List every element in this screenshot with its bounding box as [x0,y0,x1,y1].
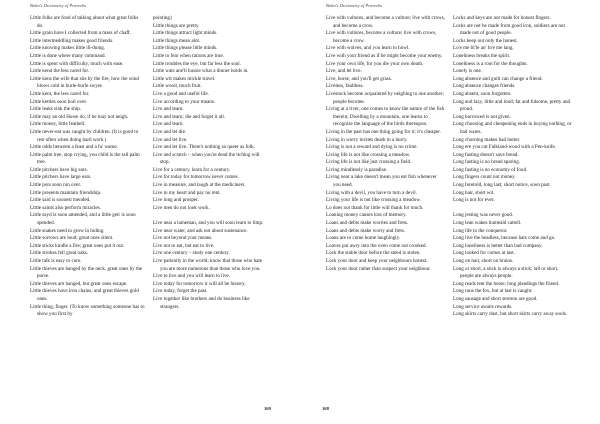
proverb-entry: Little odds between a feast and a fu' wame. [30,144,118,151]
proverb-entry: Locks keep out only the honest. [453,37,518,44]
right-page [300,0,600,424]
proverb-entry: Live not to eat, but eat to live. [153,242,215,249]
proverb-entry: Loans and debts make worries and frets. [326,220,409,227]
proverb-entry: Living with a devil, you have to turn a devil. [326,189,417,196]
proverb-entry: Little thing, finger. (To know something someone has to show you first by [30,303,145,318]
proverb-entry: Long or short, a stick is always a stick; tall or short, people are always people. [453,265,559,280]
proverb-entry: Living life is not like just crossing a field. [326,159,412,166]
left-page-column-1 [30,15,153,319]
proverb-entry: Living in the past has one thing going for it; it's cheaper. [326,128,441,135]
proverb-entry: Livestock become acquainted by neighing to one another; people become. [326,90,444,105]
proverb-entry: Live according to your means. [153,98,216,105]
proverb-entry: Loneliness breaks the spirit. [453,52,511,59]
proverb-entry: Little pots soon run over. [30,182,82,189]
proverb-entry: Live in my heart and pay no rent. [153,189,221,196]
proverb-entry: Live today for tomorrow it will all be history. [153,280,246,287]
left-page-column-2 [153,15,276,319]
page-number: 169 [264,406,271,411]
proverb-entry: Long runs the fox, but at last is caught. [453,288,533,295]
proverb-entry: Live with vultures, and become a vulture; live with crows, and become a crow. [326,15,445,29]
proverb-entry: Live men do not look work. [153,204,210,211]
proverb-entry: Little talk is easy to cure. [30,258,82,264]
proverb-entry: Little intermeddling makes good friends. [30,37,114,44]
proverb-entry: Little sticks kindle a fire; great ones put it out. [30,242,125,249]
proverb-entry: Little wats ane'll hussie what a dinner holds in. [153,68,249,75]
proverb-entry: Living at a river, one comes to know the nature of the fish therein; Dwelling by a mountain, one learns to recognize the language of the birds thereupon. [326,106,445,128]
proverb-entry: Little kens the wife that sits by the fire, how the wind blows cold in hurle-burle swyre. [30,75,139,90]
proverb-entry: Long borrowed is not given. [453,113,511,120]
proverb-entry: Long absence and guilt can change a friend. [453,75,543,82]
proverb-entry: Live together like brothers and do business like strangers. [153,295,250,310]
proverb-entry: Little presents maintain friendship. [30,189,102,196]
proverb-entry: Little may an old Horse do, if he may not neigh. [30,113,129,120]
proverb-entry: Little sorrows are loud; great ones silent. [30,235,114,242]
proverb-entry: Live, horse, and you'll get grass. [326,75,392,82]
proverb-entry: Lonely is one. [453,68,483,75]
proverb-entry: Long fingers count not money. [453,174,516,181]
proverb-entry: Live and learn. [153,106,184,113]
proverb-entry: Little is done where many command. [30,52,106,59]
proverb-entry: Little thieves have iron chains, and great thieves gold ones. [30,288,139,302]
proverb-entry: Loneliness is a root for the thoughts. [453,60,528,67]
proverb-entry: Little sayd is soon amended, and a little geir is soon spended. [30,212,136,227]
proverb-entry: Live and let die. [153,128,187,135]
proverb-entry: Live for today for tomorrow never comes. [153,174,239,181]
two-column-text [30,15,276,319]
proverb-entry: Living mindlessly is paradise. [326,166,388,173]
two-column-text [326,15,580,319]
proverb-entry: Live with wolves, and you learn to howl. [326,45,410,52]
right-page-column-2 [453,15,580,319]
proverb-entry: Live your own life, for you die your own death. [326,60,424,67]
proverb-entry: Little grain have I collected from a mass of chaff. [30,30,131,37]
proverb-entry: Long absence changes friends. [453,83,516,90]
proverb-entry: Long foretold, long last; short notice, soon past. [453,182,551,189]
proverb-entry: Live for a century, learn for a century. [153,166,231,173]
proverb-entry: Little thieves are hanged by the neck, great ones by the purse. [30,265,143,280]
proverb-entry: Little strokes fell great oaks. [30,250,89,257]
proverb-entry: Long skirts carry dust, but short skirts carry away souls. [453,311,568,318]
proverb-entry: Long churning makes bad butter. [453,136,521,143]
proverb-entry: Little thieves are hanged, but great ones escape. [30,280,128,287]
proverb-entry: Live near water, and ask not about sustenance. [153,227,248,234]
proverb-entry: Lock your door rather than suspect your neighbour. [326,265,431,272]
proverb-entry: Live in measure, and laugh at the mediciners. [153,182,246,189]
proverb-entry: Long on hair, short on brains. [453,258,514,264]
proverb-entry: Long sausage and short sermon are good. [453,295,538,302]
proverb-entry: Long life to the conqueror. [453,227,508,234]
proverb-entry: Little things mean alot. [153,37,201,44]
proverb-entry: Little things are pretty. [153,22,200,29]
proverb-entry: Little is spent with difficulty, much with ease. [30,60,124,67]
proverb-entry: Long is not for ever. [453,197,495,204]
proverb-entry: Long service awaits rewards. [453,303,513,310]
proverb-entry: Loans are to come home laughingly. [326,235,401,242]
proverb-entry: Loans and debts make worry and frets. [326,227,406,234]
proverb-entry: Little troubles the eye, but far less the soul. [153,60,241,67]
proverb-entry: Live patiently in the world; know that those who hate you are more numerous than those who love you. [153,258,263,272]
proverb-entry: Long reads tent the horse; long pleadings the friend. [453,280,560,287]
proverb-entry: Live with your friend as if he might become your enemy. [326,52,443,59]
proverb-entry: Locks are not be made from good iron, soldiers are not made out of good people. [453,22,565,37]
running-head: Bohn's Dictionary of Proverbs [326,3,383,8]
proverb-entry: Live not beyond your means. [153,235,213,242]
proverb-entry: Little to fear when rations are true. [153,52,224,59]
proverb-entry: Long fasting is no bread sparing. [453,159,521,166]
proverb-entry: Live and learn. [153,121,184,128]
page-number: 168 [322,406,329,411]
proverb-entry: Little things attract light minds. [153,30,218,37]
proverb-entry: Long absent, soon forgotten. [453,90,512,97]
proverb-entry: Long lean wakes humeald cattell. [453,220,522,227]
proverb-entry: Living life is not like crossing a meadow. [326,151,411,158]
proverb-entry: Long hair, short wit. [453,189,495,196]
proverb-entry: Live one century – study one century. [153,250,230,257]
proverb-entry: Lock the stable door before the steed is stolen. [326,250,421,257]
proverb-entry: Live a good and useful life. [153,90,210,97]
proverb-entry: Little kend the less cared for. [30,68,90,75]
proverb-entry: Living is not a reward and dying is no crime. [326,144,418,151]
proverb-entry: Living near a lake doesn't mean you eat fish whenever you need. [326,174,437,189]
proverb-entry: Long ere you cut Falkland-wood with a Pen-knife. [453,144,556,151]
proverb-entry: Live and learn; die and forget it all. [153,113,226,120]
proverb-entry: Little wood, much fruit. [153,83,202,90]
proverb-entry: Live and let live. There's nothing so queer as folk. [153,144,255,151]
proverb-entry: Lock your door and keep your neighbours honest. [326,258,428,264]
proverb-entry: Long fasting is no economy of food. [453,166,528,173]
proverb-entry: Little kent, the less cared for. [30,90,90,97]
proverb-entry: Little leaks sink the ship. [30,106,82,113]
proverb-entry: Little things please little minds. [153,45,218,52]
proverb-entry: Long live the headless, because hats come and go. [453,235,556,242]
proverb-entry: Little said is soonest mended. [30,197,91,204]
proverb-entry: Locks and keys are not made for honest fingers. [453,15,551,21]
proverb-entry: Little knowing makes little ill-doing. [30,45,106,52]
proverb-entry: Little saints also perform miracles. [30,204,101,211]
running-head: Bohn's Dictionary of Proverbs [30,3,87,8]
proverb-entry: Liveless, faultless. [326,83,364,90]
proverb-entry: Little pitchers have big ears. [30,166,88,173]
proverb-entry: Little money, little feathell. [30,121,86,128]
proverb-entry: Lo does not thank for little will thank for much. [326,204,424,211]
proverb-entry: Little kettles soon boil over. [30,98,88,105]
proverb-entry: Long loneliness is better than bad company. [453,242,543,249]
proverb-entry: pointing) [153,15,172,21]
proverb-entry: Live long and prosper. [153,197,199,204]
proverb-entry: Long looked for comes at last. [453,250,515,257]
proverb-entry: Live and scratch – when you're dead the itching will stop. [153,151,260,166]
proverb-entry: Little palm tree, stop crying, you child is the tall palm tree. [30,151,140,166]
proverb-entry: Living in worry invites death in a hurry. [326,136,408,143]
proverb-entry: Little pitchers have large ears. [30,174,92,181]
proverb-entry: Little snakes need to grow in hiding. [30,227,105,234]
proverb-entry: Live near a lameman, and you will soon learn to limp. [153,220,264,227]
proverb-entry: Long choosing and cheapening ends in buying nothing, or bad wares. [453,121,572,135]
proverb-entry: Little wit makes mickle travel. [153,75,216,82]
proverb-entry: Long and lazy, little and loud; fat and fulsome, pretty and proud. [453,98,571,113]
proverb-entry: Loaves put awry into the oven come out crooked. [326,242,427,249]
proverb-entry: Live, and let live. [326,68,362,75]
proverb-entry: Living your life is not like crossing a meadow. [326,197,421,204]
proverb-entry: Long jesting was never good. [453,212,514,219]
proverb-entry: Live today, forget the past. [153,288,208,295]
proverb-entry: Little never-eat was caught by children. (It is good to rest often when doing hard work.) [30,128,139,143]
proverb-entry: Little folks are fond of talking about what great folks do. [30,15,139,29]
right-page-column-1 [326,15,453,319]
proverb-entry: Live to live and you will learn to live. [153,273,231,280]
proverb-entry: Live with vultures, become a vulture; live with crows, become a crow. [326,30,437,44]
proverb-entry: Lo'e me lit'le an' lo'e me lang. [453,45,514,52]
proverb-entry: Live and let live. [153,136,188,143]
proverb-entry: Loaning money causes loss of memory. [326,212,407,219]
proverb-entry: Long fasting doesn't save bread. [453,151,519,158]
